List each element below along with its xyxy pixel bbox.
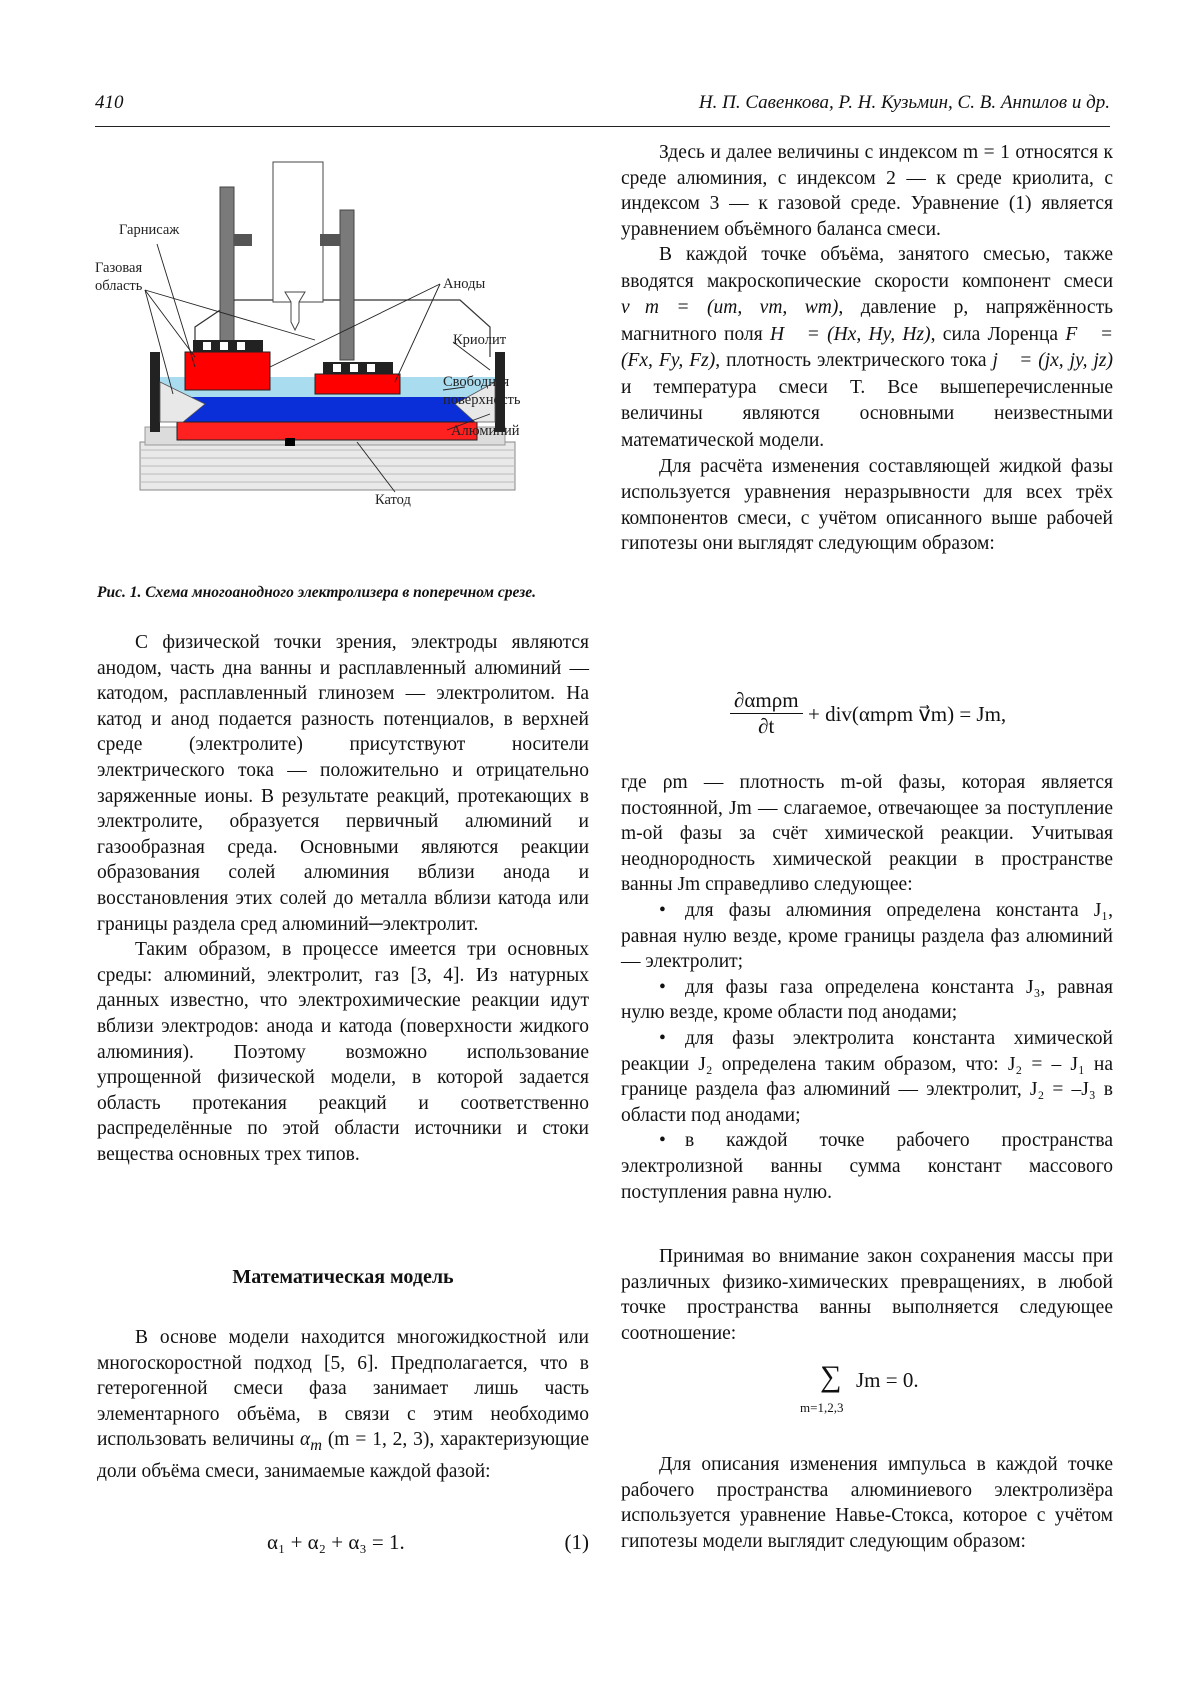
label-cryolite: Криолит <box>453 332 507 348</box>
right-column-mass <box>621 1244 1113 1346</box>
yoke-slot <box>220 342 228 350</box>
yoke-slot <box>367 364 375 372</box>
text-run: , плотность электрического тока <box>715 350 987 372</box>
text-run: (m = 1, 2, 3), характеризующие доли объёма смеси, занимаемые каждой фазой: <box>97 1429 590 1482</box>
left-column-text <box>97 630 589 1167</box>
velocity-vector: v⃗m = (um, vm, wm) <box>621 297 839 319</box>
text-run: В основе модели находится многожидкостной или многоскоростной подход [5, 6]. Предполагается, что в гетерогенной смеси фаза занимает лишь часть элементарного объёма, в связи с этим необходимо использовать величины <box>97 1327 589 1451</box>
bullet-text: для фазы газа определена константа J₃, равная нулю везде, кроме области под анодами; <box>621 976 1113 1024</box>
yoke-slot <box>203 342 211 350</box>
shell-left-wall <box>150 352 160 432</box>
figure-caption: Рис. 1. Схема многоанодного электролизера в поперечном срезе. <box>97 584 536 601</box>
equation-3-body: Jm = 0. <box>856 1368 919 1392</box>
page-number: 410 <box>95 92 124 113</box>
left-column-model <box>97 1325 589 1484</box>
alumina-feeder <box>285 292 305 330</box>
current-density-vector: j⃗ = (jx, jy, jz) <box>992 350 1114 372</box>
anode-block-right <box>315 374 400 394</box>
label-free-surface-2: поверхность <box>443 392 521 408</box>
text-run: , сила Лоренца <box>930 323 1059 345</box>
bullet-icon: • <box>659 976 666 998</box>
yoke-slot <box>333 364 341 372</box>
subscript: m <box>310 1436 322 1455</box>
paragraph: Принимая во внимание закон сохранения массы при различных физико-химических превращениях, в любой точке пространства ванны выполняется следующее соотношение: <box>621 1246 1113 1344</box>
equation-2-rest: + div(αmρm v⃗m) = Jm, <box>808 702 1007 726</box>
label-gas-region-1: Газовая <box>95 260 143 276</box>
sum-symbol: ∑ <box>820 1360 842 1393</box>
right-column-middle <box>621 770 1113 1205</box>
paragraph: Для расчёта изменения составляющей жидкой фазы используется уравнения неразрывности для всех трёх компонентов смеси, с учётом описанного выше рабочей гипотезы они выглядят следующим образом: <box>621 456 1113 555</box>
label-anodes: Аноды <box>443 276 486 292</box>
magnetic-field-vector: H⃗ = (Hx, Hy, Hz) <box>770 323 931 345</box>
bullet-item <box>621 1128 1113 1205</box>
equation-2-numerator: ∂αmρm <box>730 688 803 714</box>
equation-3 <box>800 1360 1000 1426</box>
electrolyzer-diagram <box>95 152 590 547</box>
paragraph: С физической точки зрения, электроды являются анодом, часть дна ванны и расплавленный алюминий — катодом, расплавленный глинозем — электролитом. На катод и анод подается разность потенциалов, в верхней среде (электролите) присутствуют носители электрического тока — положительно и отрицательно заряженные ионы. В результате реакций, протекающих в электролите, образуется первичный алюминий и газообразная среда. Основными являются реакции образования солей алюминия вблизи анода и восстановления этих солей до металла вблизи катода или границы раздела сред алюминий─электролит. <box>97 632 589 935</box>
paragraph: Для описания изменения импульса в каждой точке рабочего пространства алюминиевого электролизёра используется уравнение Навье-Стокса, которое с учётом гипотезы модели выглядит следующим образом: <box>621 1454 1113 1552</box>
bullet-item <box>621 1026 1113 1128</box>
equation-1-number: (1) <box>564 1530 589 1554</box>
equation-2-fraction <box>730 688 803 739</box>
anode-rod-left <box>220 187 234 347</box>
label-aluminum: Алюминий <box>451 423 520 439</box>
yoke-slot <box>350 364 358 372</box>
paragraph: где ρm — плотность m-ой фазы, которая является постоянной, Jm — слагаемое, отвечающее за поступление m-ой фазы за счёт химической реакции. Учитывая неоднородность химической реакции в пространстве ванны Jm справедливо следующее: <box>621 772 1113 896</box>
anode-clamp-left <box>234 234 252 246</box>
paragraph: Таким образом, в процессе имеется три основных среды: алюминий, электролит, газ [3, 4]. Из натурных данных известно, что электрохимические реакции идут вблизи электродов: анода и катода (поверхности жидкого алюминия). Поэтому возможно использование упрощенной физической модели, в которой задается область протекания реакций и соответственно распределённые по этой области источники и стоки вещества основных трех типов. <box>97 939 589 1165</box>
electrolyzer-figure <box>95 152 590 547</box>
text-run: В каждой точке объёма, занятого смесью, также вводятся макроскопические скорости компонент смеси <box>621 244 1113 292</box>
lorentz-force-vector: F⃗ = (Fx, Fy, Fz) <box>621 323 1113 372</box>
text-run: , давление p, напряжённость магнитного поля <box>621 297 1113 345</box>
anode-clamp-right <box>320 234 340 246</box>
bullet-item <box>621 898 1113 975</box>
equation-2-denominator: ∂t <box>758 714 775 738</box>
paragraph <box>621 242 1113 454</box>
symbol: α <box>299 1429 311 1451</box>
cathode-bar <box>285 438 295 446</box>
header-authors: Н. П. Савенкова, Р. Н. Кузьмин, С. В. Анпилов и др. <box>698 92 1110 113</box>
equation-1-body: α₁ + α₂ + α₃ = 1. <box>267 1530 405 1554</box>
running-header <box>95 86 1110 116</box>
bullet-text: для фазы алюминия определена константа J₁, равная нулю везде, кроме границы раздела фаз алюминий — электролит; <box>621 899 1113 973</box>
bullet-icon: • <box>659 1130 666 1152</box>
paragraph <box>97 1325 589 1484</box>
aluminum-layer <box>170 397 490 422</box>
cathode-block <box>177 422 477 440</box>
label-gas-region-2: область <box>95 278 143 294</box>
paragraph: Здесь и далее величины с индексом m = 1 относятся к среде алюминия, с индексом 2 — к среде криолита, с индексом 3 — к газовой среде. Уравнение (1) является уравнением объёмного баланса смеси. <box>621 142 1113 240</box>
right-column-top <box>621 140 1113 557</box>
right-column-bottom <box>621 1452 1113 1554</box>
sum-limits: m=1,2,3 <box>800 1400 844 1415</box>
text-run: и температура смеси T. Все вышеперечисленные величины являются основными неизвестными математической модели. <box>621 376 1113 451</box>
anode-rod-right <box>340 210 354 360</box>
label-cathode: Катод <box>375 492 411 508</box>
bullet-icon: • <box>659 1027 666 1049</box>
section-title: Математическая модель <box>232 1266 454 1288</box>
label-free-surface-1: Свободная <box>443 374 510 390</box>
yoke-slot <box>237 342 245 350</box>
header-rule <box>95 126 1110 127</box>
bullet-item <box>621 975 1113 1026</box>
bullet-text: в каждой точке рабочего пространства электролизной ванны сумма констант массового поступления равна нулю. <box>621 1130 1113 1203</box>
label-garnisazh: Гарнисаж <box>119 222 180 238</box>
anode-block-left <box>185 352 270 390</box>
bullet-icon: • <box>659 899 666 921</box>
bus-column <box>273 162 323 302</box>
bullet-text: для фазы электролита константа химической реакции J₂ определена таким образом, что: J₂ = – J₁ на границе раздела фаз алюминий — электролит, J₂ = –J₃ в области под анодами; <box>621 1027 1113 1126</box>
